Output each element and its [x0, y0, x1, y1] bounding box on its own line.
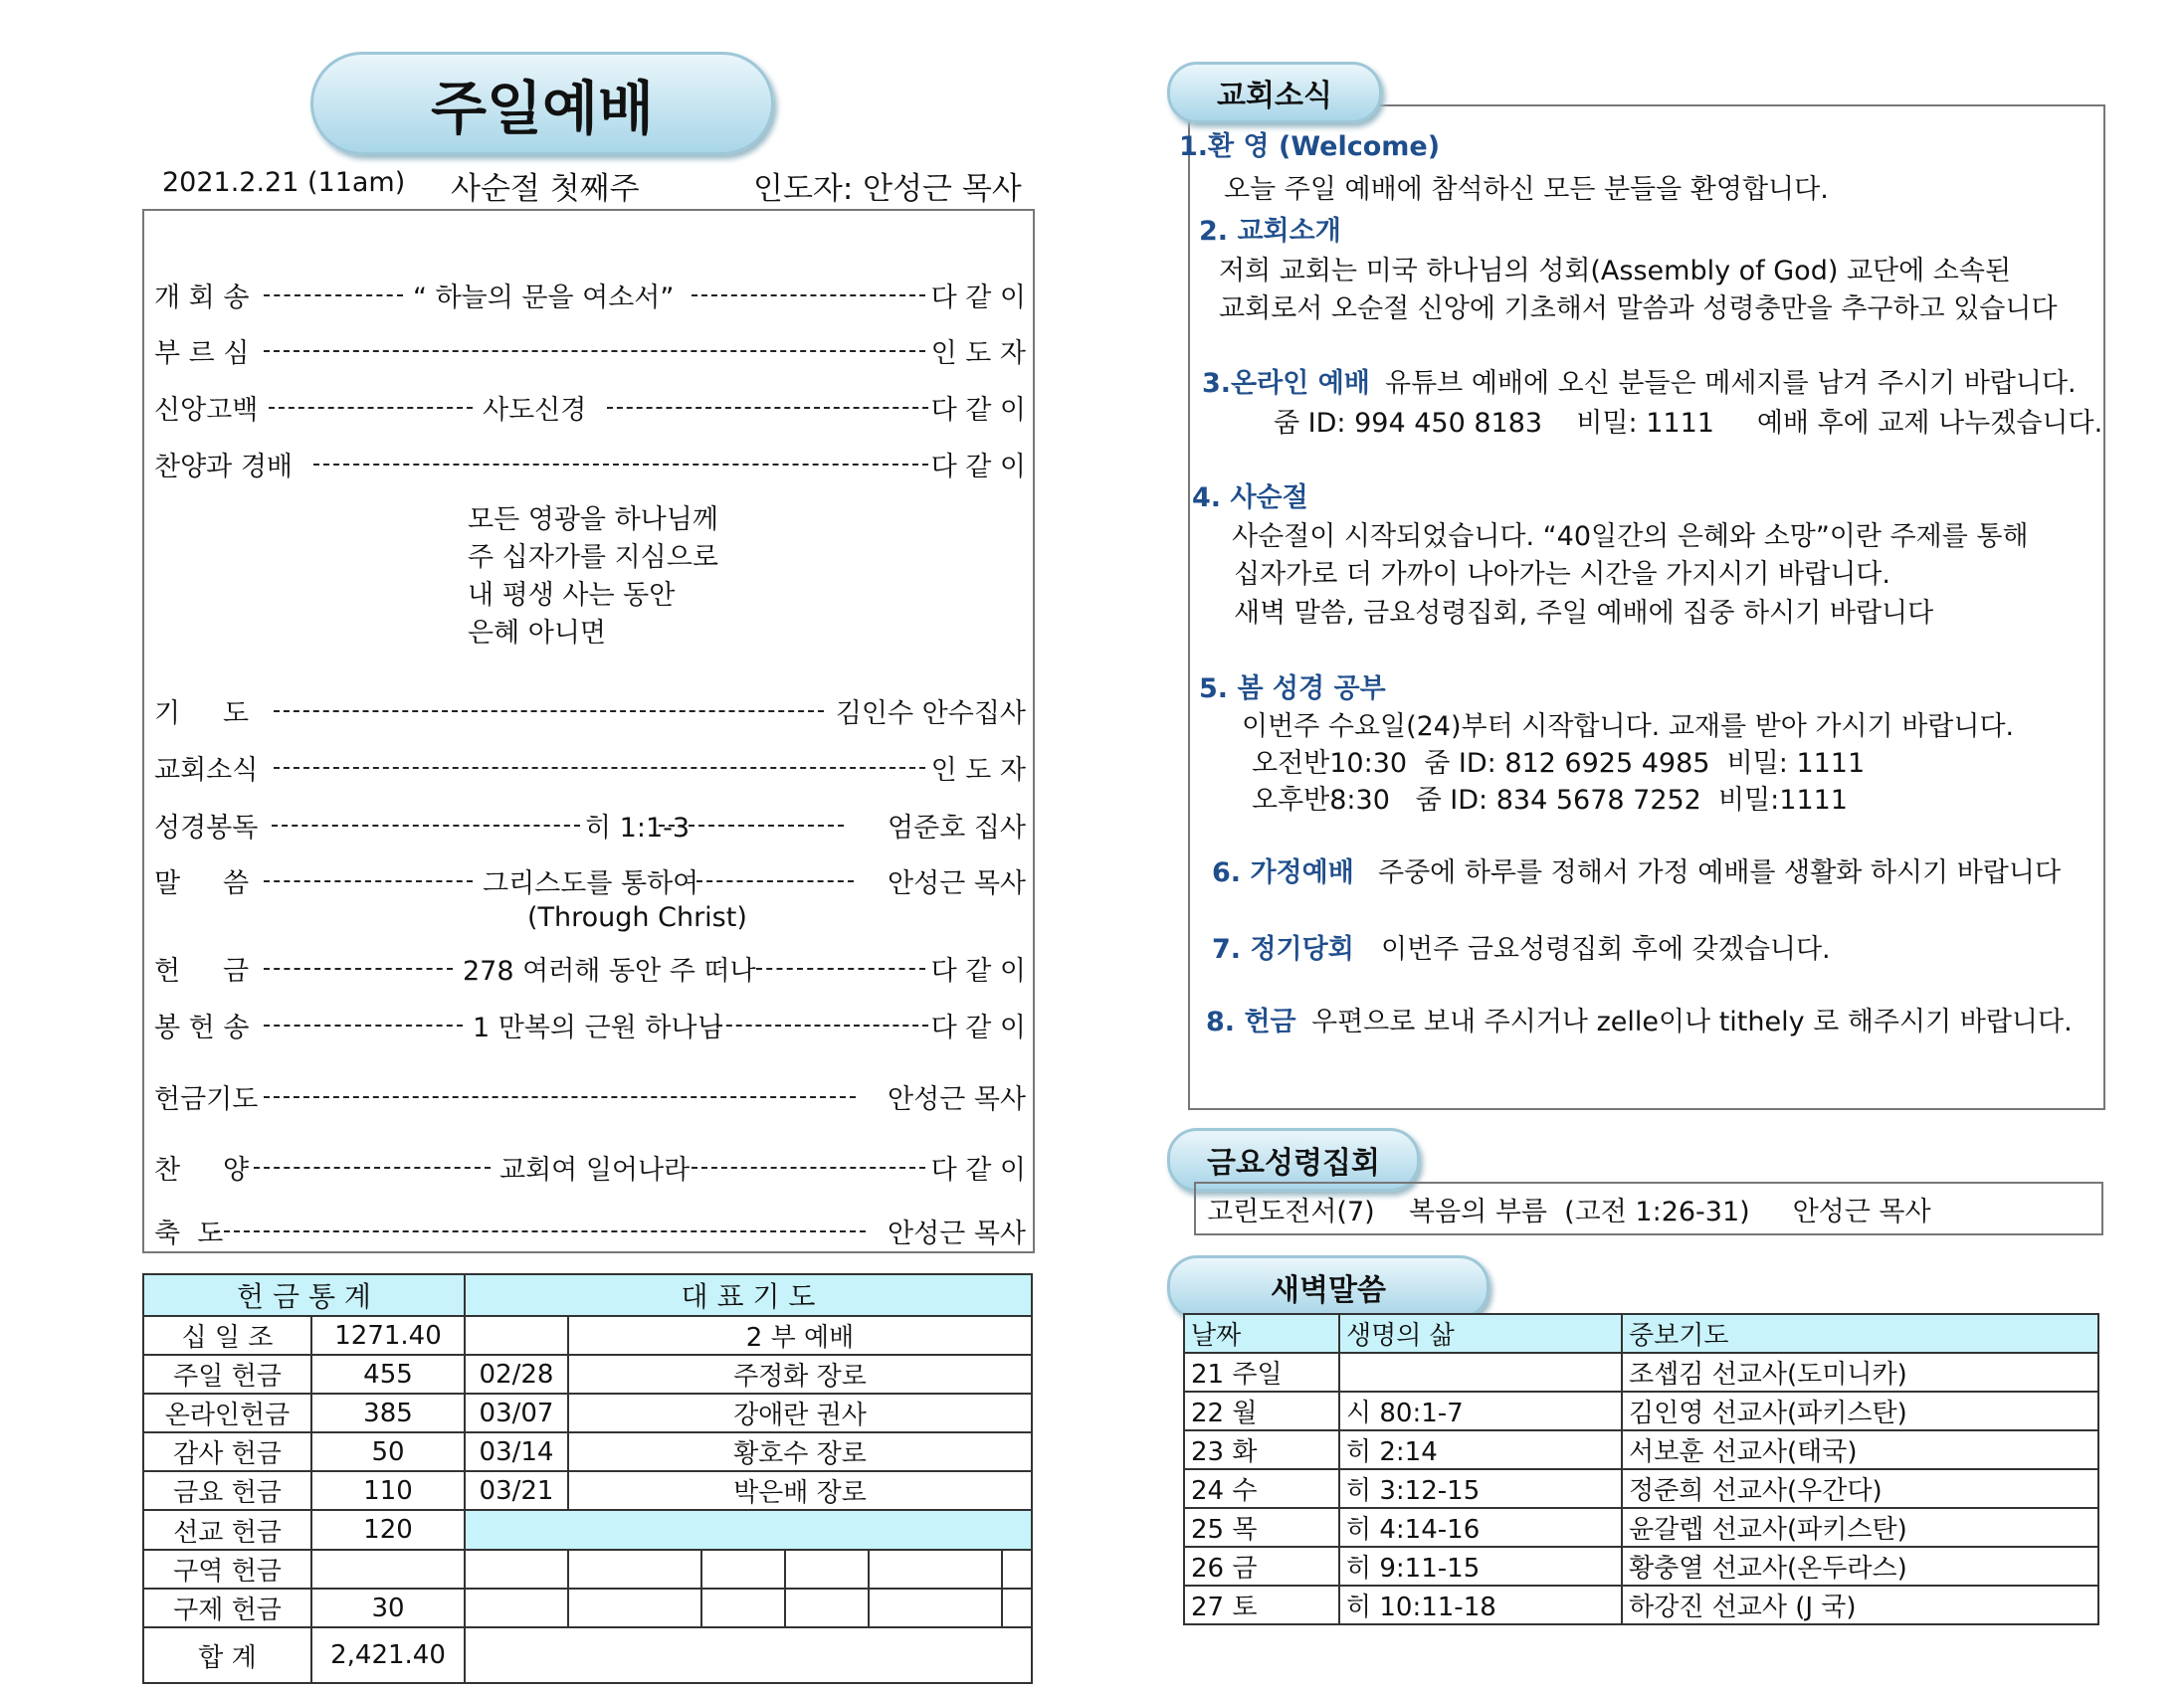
- offering-amount: [311, 1550, 465, 1589]
- order-right: 엄준호 집사: [888, 813, 1026, 844]
- dawn-prayer: 황충열 선교사(온두라스): [1622, 1547, 2098, 1586]
- dash-leader: [313, 464, 928, 466]
- praise-song: 모든 영광을 하나님께: [468, 504, 718, 535]
- offering-total-amount: 2,421.40: [311, 1627, 465, 1683]
- dawn-prayer: 조셉김 선교사(도미니카): [1622, 1353, 2098, 1392]
- offering-amount: 30: [311, 1589, 465, 1627]
- dash-leader: [264, 1025, 463, 1027]
- order-row: [154, 861, 1026, 901]
- dawn-passage: [1339, 1353, 1622, 1392]
- dawn-row: [1184, 1469, 2098, 1508]
- offering-amount: 385: [311, 1394, 465, 1432]
- praise-song: 주 십자가를 지심으로: [468, 542, 718, 573]
- news-line: 사순절이 시작되었습니다. “40일간의 은혜와 소망”이란 주제를 통해: [1232, 521, 2029, 552]
- order-label: 봉 헌 송: [154, 1013, 250, 1043]
- order-row: [154, 1212, 1026, 1251]
- offering-amount: 110: [311, 1471, 465, 1510]
- dawn-header-date: 날짜: [1184, 1314, 1339, 1353]
- dawn-passage: 히 2:14: [1339, 1430, 1622, 1469]
- order-row: [154, 276, 1026, 315]
- dash-leader: [692, 1167, 925, 1169]
- dash-leader: [274, 710, 824, 712]
- dash-leader: [272, 825, 580, 827]
- news-title: 교회소식: [1217, 79, 1332, 113]
- prayer-person: 황호수 장로: [568, 1432, 1032, 1471]
- dawn-passage: 히 3:12-15: [1339, 1469, 1622, 1508]
- order-label: 신앙고백: [154, 395, 259, 426]
- order-divider: [142, 1251, 1033, 1253]
- dash-leader: [264, 350, 925, 352]
- order-right: 다 같 이: [930, 395, 1026, 426]
- news-heading: 6. 가정예배: [1212, 857, 1354, 888]
- dash-leader: [264, 1096, 856, 1098]
- offering-name: 구역 헌금: [143, 1550, 311, 1589]
- news-inline-text: 우편으로 보내 주시거나 zelle이나 tithely 로 해주시기 바랍니다.: [1311, 1007, 2073, 1037]
- offering-name: 금요 헌금: [143, 1471, 311, 1510]
- order-row: [154, 331, 1026, 371]
- news-line: 저희 교회는 미국 하나님의 성회(Assembly of God) 교단에 소속된: [1219, 256, 2012, 286]
- dash-leader: [264, 294, 403, 296]
- dash-leader: [607, 407, 928, 409]
- order-label: 찬 양: [154, 1155, 250, 1186]
- dawn-date: 23 화: [1184, 1430, 1339, 1469]
- dawn-header-life: 생명의 삶: [1339, 1314, 1622, 1353]
- dawn-title-banner: [1167, 1255, 1489, 1319]
- offering-table: [142, 1273, 1033, 1684]
- news-heading: 5. 봄 성경 공부: [1199, 673, 1386, 704]
- news-line: 교회로서 오순절 신앙에 기초해서 말씀과 성령충만을 추구하고 있습니다: [1219, 293, 2058, 324]
- dawn-row: [1184, 1353, 2098, 1392]
- dawn-date: 25 목: [1184, 1508, 1339, 1547]
- prayer-header: 대 표 기 도: [465, 1274, 1032, 1316]
- news-heading: 8. 헌금: [1206, 1007, 1296, 1037]
- order-label: 말 씀: [154, 868, 250, 899]
- order-right: 안성근 목사: [888, 1084, 1026, 1115]
- dawn-prayer: 정준희 선교사(우간다): [1622, 1469, 2098, 1508]
- offering-name: 구제 헌금: [143, 1589, 311, 1627]
- page-title: 주일예배: [430, 75, 655, 142]
- news-title-banner: [1167, 62, 1382, 123]
- order-center: 그리스도를 통하여: [483, 868, 699, 899]
- dawn-date: 21 주일: [1184, 1353, 1339, 1392]
- order-label: 교회소식: [154, 755, 259, 786]
- dawn-row: [1184, 1586, 2098, 1624]
- order-label: 찬양과 경배: [154, 452, 293, 482]
- order-right: 인 도 자: [930, 338, 1026, 369]
- prayer-date: 03/07: [465, 1394, 568, 1432]
- dawn-prayer: 하강진 선교사 (J 국): [1622, 1586, 2098, 1624]
- offering-amount: 120: [311, 1510, 465, 1550]
- offering-name: 감사 헌금: [143, 1432, 311, 1471]
- dash-leader: [696, 880, 854, 882]
- order-center: “ 하늘의 문을 여소서”: [413, 282, 675, 313]
- order-row: [154, 949, 1026, 989]
- order-right: 다 같 이: [930, 282, 1026, 313]
- friday-title: 금요성령집회: [1207, 1146, 1380, 1181]
- dash-leader: [264, 968, 453, 970]
- praise-song: 은혜 아니면: [468, 618, 606, 649]
- order-label: 개 회 송: [154, 282, 250, 313]
- dash-leader: [659, 825, 844, 827]
- order-row: [154, 1006, 1026, 1045]
- order-label: 헌금기도: [154, 1084, 259, 1115]
- news-line: 이번주 수요일(24)부터 시작합니다. 교재를 받아 가시기 바랍니다.: [1242, 711, 2015, 742]
- dawn-row: [1184, 1392, 2098, 1430]
- order-center: 사도신경: [483, 395, 587, 426]
- dash-leader: [716, 1025, 928, 1027]
- news-heading: 4. 사순절: [1192, 482, 1308, 513]
- dawn-date: 24 수: [1184, 1469, 1339, 1508]
- prayer-person: 주정화 장로: [568, 1355, 1032, 1394]
- dawn-date: 27 토: [1184, 1586, 1339, 1624]
- order-label: 성경봉독: [154, 813, 259, 844]
- offering-amount: 455: [311, 1355, 465, 1394]
- sermon-subtitle: (Through Christ): [527, 902, 747, 933]
- dawn-date: 22 월: [1184, 1392, 1339, 1430]
- dawn-passage: 시 80:1-7: [1339, 1392, 1622, 1430]
- offering-name: 주일 헌금: [143, 1355, 311, 1394]
- order-center: 1 만복의 근원 하나님: [473, 1013, 723, 1043]
- offering-amount: 50: [311, 1432, 465, 1471]
- order-label: 부 르 심: [154, 338, 250, 369]
- leader-label: 인도자: 안성근 목사: [753, 171, 1022, 207]
- offering-name: 십 일 조: [143, 1316, 311, 1355]
- dawn-table: [1183, 1313, 2099, 1625]
- order-center: 교회여 일어나라: [499, 1155, 691, 1186]
- dawn-row: [1184, 1508, 2098, 1547]
- dash-leader: [264, 880, 473, 882]
- prayer-date: 03/21: [465, 1471, 568, 1510]
- dawn-row: [1184, 1547, 2098, 1586]
- order-right: 다 같 이: [930, 956, 1026, 987]
- news-heading: 2. 교회소개: [1199, 216, 1341, 247]
- dawn-prayer: 윤갈렙 선교사(파키스탄): [1622, 1508, 2098, 1547]
- news-line: 오전반10:30 줌 ID: 812 6925 4985 비밀: 1111: [1252, 748, 1866, 779]
- order-right: 다 같 이: [930, 1155, 1026, 1186]
- service-date: 2021.2.21 (11am): [162, 167, 406, 198]
- dash-leader: [254, 1167, 491, 1169]
- order-row: [154, 388, 1026, 428]
- prayer-person: 강애란 권사: [568, 1394, 1032, 1432]
- order-row: [154, 1077, 1026, 1117]
- prayer-date: 02/28: [465, 1355, 568, 1394]
- order-center: 히 1:1-3: [585, 813, 691, 844]
- dawn-passage: 히 4:14-16: [1339, 1508, 1622, 1547]
- offering-header: 헌 금 통 계: [143, 1274, 465, 1316]
- offering-total-label: 합 계: [143, 1627, 311, 1683]
- news-line: 오늘 주일 예배에 참석하신 모든 분들을 환영합니다.: [1224, 174, 1829, 205]
- order-row: [154, 691, 1026, 731]
- news-heading: 7. 정기당회: [1212, 934, 1354, 965]
- friday-text: 고린도전서(7) 복음의 부름 (고전 1:26-31) 안성근 목사: [1207, 1197, 1931, 1227]
- order-right: 다 같 이: [930, 1013, 1026, 1043]
- dawn-passage: 히 10:11-18: [1339, 1586, 1622, 1624]
- order-right: 안성근 목사: [888, 868, 1026, 899]
- dawn-prayer: 서보훈 선교사(태국): [1622, 1430, 2098, 1469]
- news-heading: 1.환 영 (Welcome): [1179, 131, 1441, 162]
- news-inline-text: 주중에 하루를 정해서 가정 예배를 생활화 하시기 바랍니다: [1378, 857, 2062, 888]
- order-label: 기 도: [154, 698, 250, 729]
- dash-leader: [692, 294, 925, 296]
- order-label: 축 도: [154, 1219, 224, 1249]
- prayer-service: 2 부 예배: [568, 1316, 1032, 1355]
- order-right: 김인수 안수집사: [835, 698, 1026, 729]
- dawn-prayer: 김인영 선교사(파키스탄): [1622, 1392, 2098, 1430]
- news-inline-text: 이번주 금요성령집회 후에 갖겠습니다.: [1381, 934, 1831, 965]
- dawn-header-prayer: 중보기도: [1622, 1314, 2098, 1353]
- prayer-date: 03/14: [465, 1432, 568, 1471]
- order-label: 헌 금: [154, 956, 250, 987]
- offering-name: 온라인헌금: [143, 1394, 311, 1432]
- dash-leader: [756, 968, 925, 970]
- order-row: [154, 445, 1026, 484]
- news-line: 줌 ID: 994 450 8183 비밀: 1111 예배 후에 교제 나누겠습니다.: [1274, 408, 2103, 439]
- dawn-date: 26 금: [1184, 1547, 1339, 1586]
- news-line: 오후반8:30 줌 ID: 834 5678 7252 비밀:1111: [1252, 785, 1848, 816]
- news-line: 새벽 말씀, 금요성령집회, 주일 예배에 집중 하시기 바랍니다: [1234, 598, 1934, 629]
- news-line: 십자가로 더 가까이 나아가는 시간을 가지시기 바랍니다.: [1234, 559, 1890, 590]
- order-row: [154, 1148, 1026, 1188]
- dawn-passage: 히 9:11-15: [1339, 1547, 1622, 1586]
- order-row: [154, 748, 1026, 788]
- news-heading: 3.온라인 예배: [1202, 368, 1370, 399]
- offering-amount: 1271.40: [311, 1316, 465, 1355]
- order-right: 다 같 이: [930, 452, 1026, 482]
- service-title-banner: [310, 52, 774, 155]
- dash-leader: [274, 767, 925, 769]
- order-right: 안성근 목사: [888, 1219, 1026, 1249]
- praise-song: 내 평생 사는 동안: [468, 580, 676, 611]
- order-right: 인 도 자: [930, 755, 1026, 786]
- dash-leader: [214, 1230, 866, 1232]
- dawn-row: [1184, 1430, 2098, 1469]
- news-inline-text: 유튜브 예배에 오신 분들은 메세지를 남겨 주시기 바랍니다.: [1385, 368, 2077, 399]
- season-label: 사순절 첫째주: [451, 171, 640, 207]
- order-center: 278 여러해 동안 주 떠나: [463, 956, 756, 987]
- order-row: [154, 806, 1026, 846]
- dawn-title: 새벽말씀: [1271, 1273, 1386, 1308]
- offering-name: 선교 헌금: [143, 1510, 311, 1550]
- prayer-person: 박은배 장로: [568, 1471, 1032, 1510]
- dash-leader: [269, 407, 473, 409]
